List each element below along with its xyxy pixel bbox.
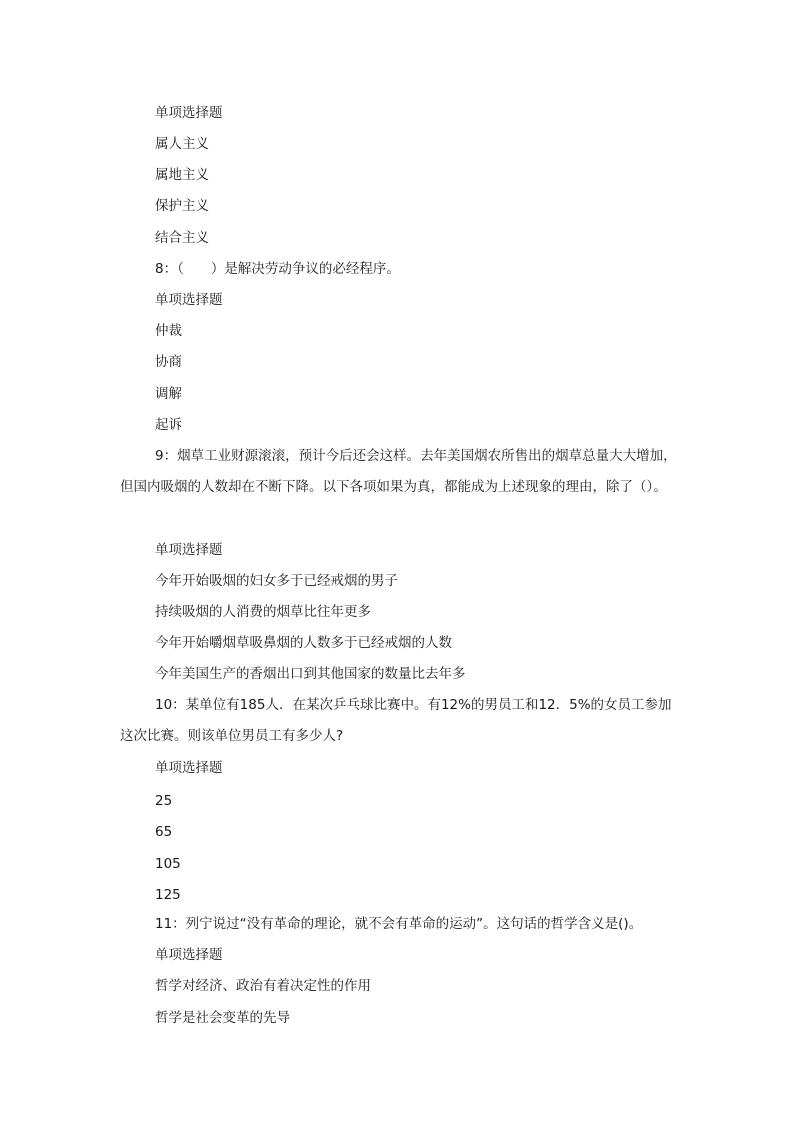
answer-option: 今年开始嚼烟草吸鼻烟的人数多于已经戒烟的人数 xyxy=(155,635,452,651)
answer-option: 今年开始吸烟的妇女多于已经戒烟的男子 xyxy=(155,573,398,589)
answer-option: 65 xyxy=(155,824,173,840)
answer-option: 仲裁 xyxy=(155,323,182,339)
answer-option: 持续吸烟的人消费的烟草比往年更多 xyxy=(155,604,371,620)
question-10: 10：某单位有185人．在某次乒乓球比赛中。有12%的男员工和12．5%的女员工参加这次比赛。则该单位男员工有多少人? xyxy=(120,697,672,744)
question-type-label: 单项选择题 xyxy=(155,760,223,776)
question-11: 11：列宁说过“没有革命的理论，就不会有革命的运动”。这句话的哲学含义是()。 xyxy=(155,916,643,932)
question-type-label: 单项选择题 xyxy=(155,542,223,558)
question-type-label: 单项选择题 xyxy=(155,105,223,121)
question-8: 8：（ ）是解决劳动争议的必经程序。 xyxy=(155,261,400,277)
question-type-label: 单项选择题 xyxy=(155,292,223,308)
answer-option: 结合主义 xyxy=(155,230,209,246)
answer-option: 105 xyxy=(155,856,181,872)
answer-option: 125 xyxy=(155,887,181,903)
question-type-label: 单项选择题 xyxy=(155,947,223,963)
answer-option: 25 xyxy=(155,793,173,809)
answer-option: 起诉 xyxy=(155,417,182,433)
answer-option: 保护主义 xyxy=(155,198,209,214)
answer-option: 协商 xyxy=(155,354,182,370)
answer-option: 今年美国生产的香烟出口到其他国家的数量比去年多 xyxy=(155,666,466,682)
answer-option: 属人主义 xyxy=(155,136,209,152)
answer-option: 哲学是社会变革的先导 xyxy=(155,1010,290,1026)
question-9: 9：烟草工业财源滚滚，预计今后还会这样。去年美国烟农所售出的烟草总量大大增加，但国内吸烟的人数却在不断下降。以下各项如果为真，都能成为上述现象的理由，除了（）。 xyxy=(120,448,677,495)
answer-option: 调解 xyxy=(155,386,182,402)
answer-option: 属地主义 xyxy=(155,167,209,183)
answer-option: 哲学对经济、政治有着决定性的作用 xyxy=(155,978,371,994)
